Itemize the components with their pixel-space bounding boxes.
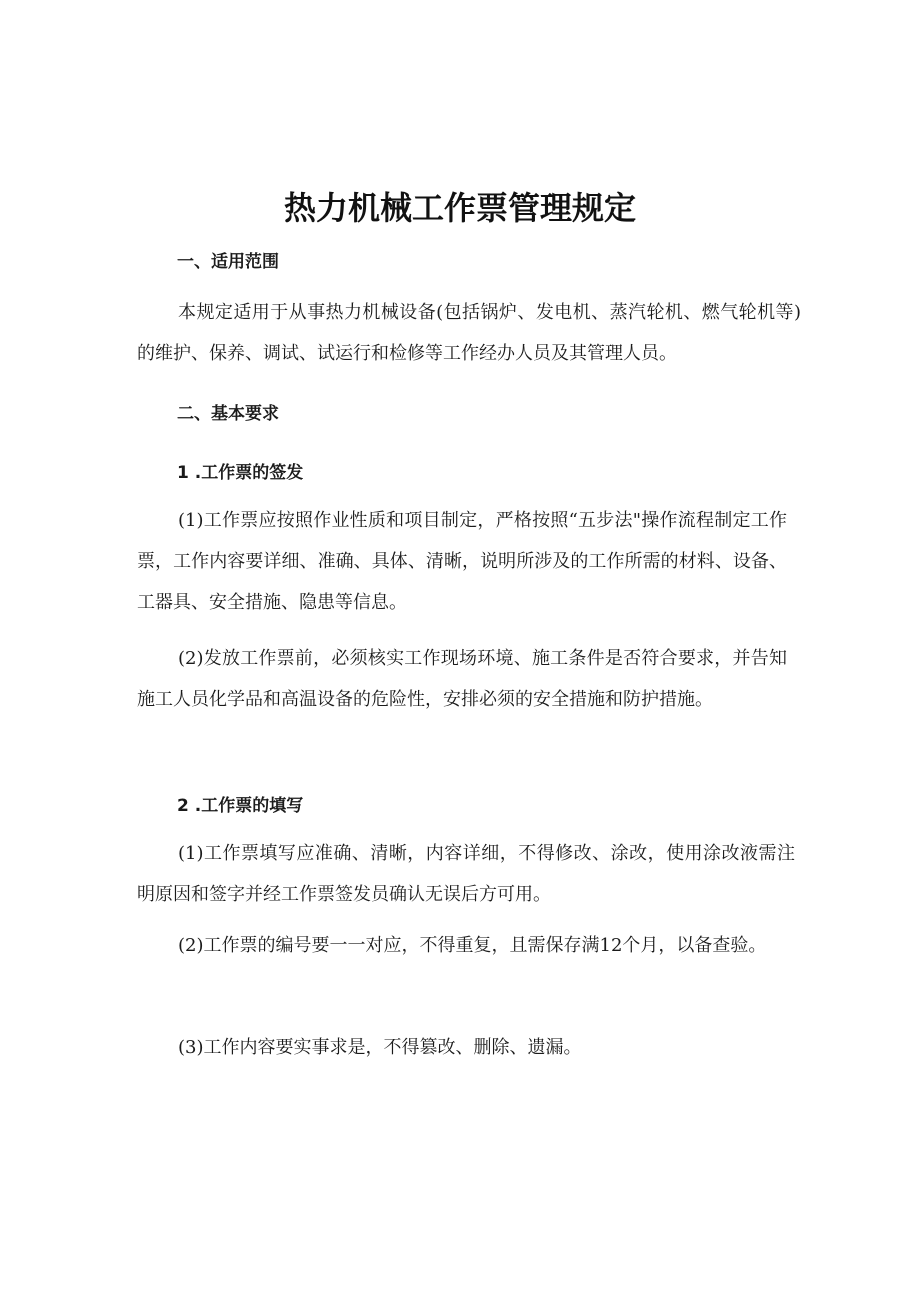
subsection-heading-filling: 2 .工作票的填写 <box>177 796 304 816</box>
filling-item-3: (3)工作内容要实事求是，不得篡改、删除、遗漏。 <box>178 1037 582 1058</box>
subsection-heading-issuance: 1 .工作票的签发 <box>177 463 304 483</box>
scope-paragraph: 本规定适用于从事热力机械设备(包括锅炉、发电机、蒸汽轮机、燃气轮机等)的维护、保养、调试、试运行和检修等工作经办人员及其管理人员。 <box>137 302 801 364</box>
document-title: 热力机械工作票管理规定 <box>283 189 636 227</box>
section-heading-scope: 一、适用范围 <box>177 252 279 272</box>
issuance-item-1: (1)工作票应按照作业性质和项目制定，严格按照“五步法"操作流程制定工作票，工作内容要详细、准确、具体、清晰，说明所涉及的工作所需的材料、设备、工器具、安全措施、隐患等信息。 <box>137 510 787 613</box>
filling-item-1: (1)工作票填写应准确、清晰，内容详细，不得修改、涂改，使用涂改液需注明原因和签字并经工作票签发员确认无误后方可用。 <box>137 843 795 905</box>
section-heading-requirements: 二、基本要求 <box>177 404 279 424</box>
issuance-item-2: (2)发放工作票前，必须核实工作现场环境、施工条件是否符合要求，并告知施工人员化学品和高温设备的危险性，安排必须的安全措施和防护措施。 <box>137 648 787 710</box>
filling-item-2: (2)工作票的编号要一一对应，不得重复，且需保存满12个月，以备查验。 <box>178 935 767 956</box>
